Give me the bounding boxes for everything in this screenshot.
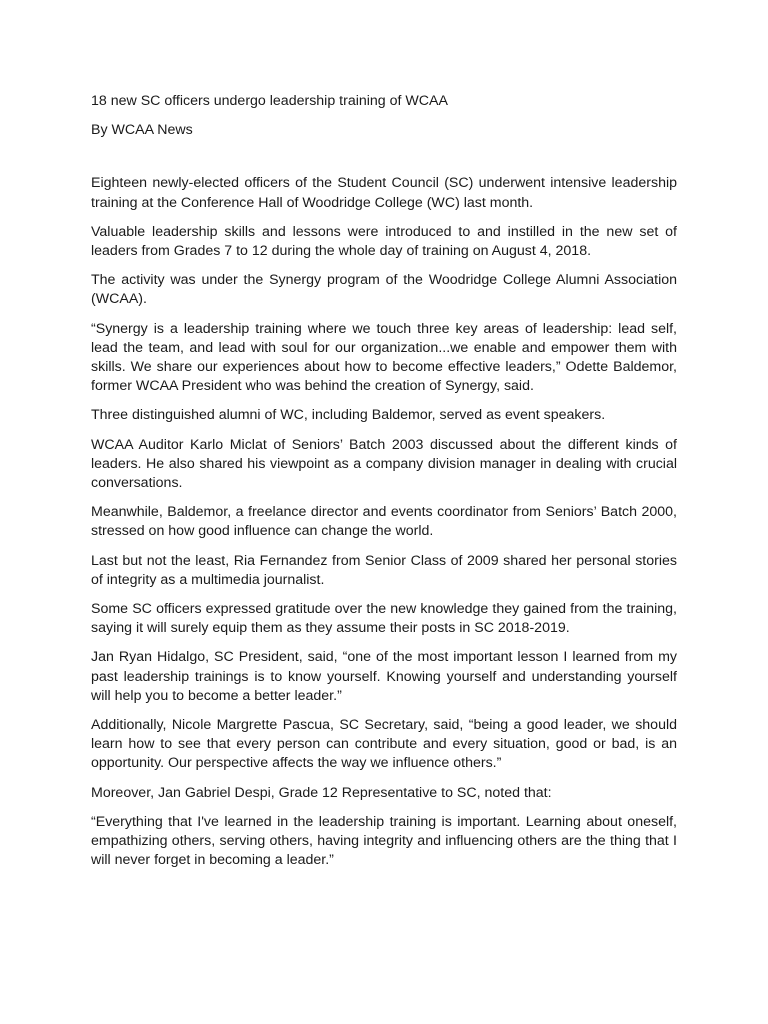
paragraph-skills: Valuable leadership skills and lessons were introduced to and instilled in the new set of leaders from Grades 7 to 12 during the whole day of training on August 4, 2018. [91,223,677,260]
paragraph-baldemor-influence: Meanwhile, Baldemor, a freelance director and events coordinator from Seniors’ Batch 2000, stressed on how good influence can change the world. [91,504,677,540]
paragraph-speakers: Three distinguished alumni of WC, including Baldemor, served as event speakers. [91,407,606,424]
paragraph-miclat: WCAA Auditor Karlo Miclat of Seniors’ Batch 2003 discussed about the different kinds of leaders. He also shared his viewpoint as a company division manager in dealing with crucial conversations. [91,436,677,492]
article-byline: By WCAA News [91,122,193,139]
article-body [91,92,677,881]
paragraph-hidalgo-quote: Jan Ryan Hidalgo, SC President, said, “one of the most important lesson I learned from my past leadership trainings is to know yourself. Knowing yourself and understanding yourself will help you to become a better leader.” [91,649,677,704]
article-title: 18 new SC officers undergo leadership training of WCAA [91,93,448,109]
paragraph-despi-quote: “Everything that I've learned in the leadership training is important. Learning about oneself, empathizing others, serving others, having integrity and influencing others are the thing that I will never forget in becoming a leader.” [91,813,677,869]
paragraph-gratitude: Some SC officers expressed gratitude over the new knowledge they gained from the training, saying it will surely equip them as they assume their posts in SC 2018-2019. [91,601,677,637]
paragraph-pascua-quote: Additionally, Nicole Margrette Pascua, SC Secretary, said, “being a good leader, we should learn how to see that every person can contribute and every situation, good or bad, is an opportunity. Our perspective affects the way we influence others.” [91,717,677,772]
paragraph-fernandez: Last but not the least, Ria Fernandez from Senior Class of 2009 shared her personal stories of integrity as a multimedia journalist. [91,552,677,588]
paragraph-despi-intro: Moreover, Jan Gabriel Despi, Grade 12 Representative to SC, noted that: [91,784,552,801]
paragraph-baldemor-quote: “Synergy is a leadership training where we touch three key areas of leadership: lead self, lead the team, and lead with soul for our organization...we enable and empower them with skills. We share our experiences about how to become effective leaders,” Odette Baldemor, former WCAA President who was behind the creation of Synergy, said. [91,320,677,395]
paragraph-intro: Eighteen newly-elected officers of the Student Council (SC) underwent intensive leadership training at the Conference Hall of Woodridge College (WC) last month. [91,175,677,211]
paragraph-synergy-program: The activity was under the Synergy program of the Woodridge College Alumni Association (WCAA). [91,272,677,308]
